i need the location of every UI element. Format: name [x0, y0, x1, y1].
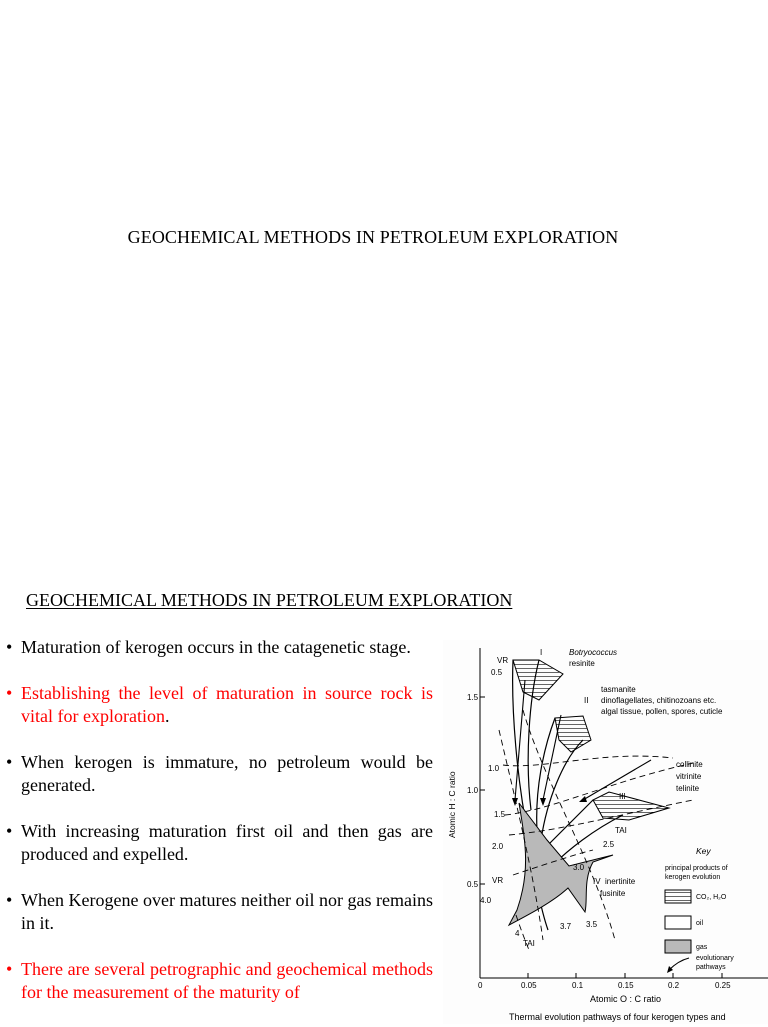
tasmanite-label: tasmanite: [601, 685, 636, 694]
bullet-dot-icon: •: [6, 637, 13, 657]
vr-value: 2.0: [492, 842, 504, 851]
bullet-item: [6, 636, 433, 659]
bullet-item: [6, 820, 433, 866]
tai-value: 3.5: [586, 920, 598, 929]
y-axis-label: Atomic H : C ratio: [447, 771, 457, 838]
resinite-label: resinite: [569, 659, 595, 668]
key-products: principal products of: [665, 865, 728, 872]
vr-value: 1.0: [488, 764, 500, 773]
bullet-item: [6, 889, 433, 935]
bullet-dot-icon: •: [6, 752, 13, 772]
bullet-list: [6, 636, 433, 1027]
bullet-text: With increasing maturation first oil and then gas are produced and expelled.: [21, 821, 433, 864]
type-label: II: [584, 696, 589, 705]
x-tick-label: 0: [478, 981, 483, 990]
bullet-text: Establishing the level of maturation in source rock is vital for exploration: [21, 683, 433, 726]
y-tick-label: 0.5: [467, 880, 479, 889]
slide-1-title: GEOCHEMICAL METHODS IN PETROLEUM EXPLORATION: [127, 227, 619, 247]
bullet-dot-icon: •: [6, 959, 13, 979]
key-co2-label: CO₂, H₂O: [696, 894, 727, 901]
tai-label: TAI: [523, 939, 535, 948]
type-label: III: [619, 792, 626, 801]
tai-label: TAI: [615, 826, 627, 835]
bullet-item: [6, 682, 433, 728]
type-label: IV: [593, 877, 601, 886]
bullet-item: [6, 958, 433, 1004]
botryococcus-label: Botryococcus: [569, 648, 618, 657]
key-co2-swatch: [665, 890, 691, 903]
vr-label: VR: [492, 876, 504, 885]
x-tick-label: 0.05: [521, 981, 537, 990]
key-path-label: pathways: [696, 964, 726, 971]
y-tick-label: 1.0: [467, 786, 479, 795]
type-label: I: [540, 648, 543, 657]
key-evolution: kerogen evolution: [665, 874, 721, 881]
figure-caption: Thermal evolution pathways of four kerogen types and: [509, 1012, 726, 1022]
bullet-text: When kerogen is immature, no petroleum would be generated.: [21, 752, 433, 795]
bullet-text: When Kerogene over matures neither oil nor gas remains in it.: [21, 890, 433, 933]
x-tick-label: 0.2: [668, 981, 680, 990]
key-gas-label: gas: [696, 944, 708, 951]
key-oil-swatch: [665, 916, 691, 929]
bullet-text: Maturation of kerogen occurs in the catagenetic stage.: [21, 637, 411, 657]
key-oil-label: oil: [696, 920, 704, 927]
fusinite-label: fusinite: [600, 889, 626, 898]
slide-2-title: GEOCHEMICAL METHODS IN PETROLEUM EXPLORATION: [26, 590, 513, 610]
bullet-dot-icon: •: [6, 821, 13, 841]
vr-value: 1.5: [494, 810, 506, 819]
key-path-label: evolutionary: [696, 955, 734, 962]
vr-value: 0.5: [491, 668, 503, 677]
x-axis-label: Atomic O : C ratio: [590, 994, 662, 1004]
bullet-dot-icon: •: [6, 890, 13, 910]
key-gas-swatch: [665, 940, 691, 953]
van-krevelen-diagram: [443, 640, 768, 1024]
bullet-text: There are several petrographic and geochemical methods for the measurement of the maturity of: [21, 959, 433, 1002]
vr-label: VR: [497, 656, 509, 665]
key-title: Key: [696, 846, 711, 856]
kerogen-evolution-figure: [443, 640, 768, 1024]
bullet-dot-icon: •: [6, 683, 13, 703]
algal-label: algal tissue, pollen, spores, cuticle: [601, 707, 723, 716]
bullet-item: [6, 751, 433, 797]
collinite-label: collinite: [676, 760, 703, 769]
x-tick-label: 0.1: [572, 981, 584, 990]
tai-value: 4: [515, 929, 520, 938]
x-tick-label: 0.15: [618, 981, 634, 990]
dinoflagellates-label: dinoflagellates, chitinozoans etc.: [601, 696, 717, 705]
x-tick-label: 0.25: [715, 981, 731, 990]
inertinite-label: inertinite: [605, 877, 636, 886]
y-tick-label: 1.5: [467, 693, 479, 702]
tai-value: 3.0: [573, 863, 585, 872]
vitrinite-label: vitrinite: [676, 772, 702, 781]
vr-value: 4.0: [480, 896, 492, 905]
telinite-label: telinite: [676, 784, 700, 793]
tai-value: 2.5: [603, 840, 615, 849]
tai-value: 3.7: [560, 922, 572, 931]
bullet-text-tail: .: [164, 706, 170, 726]
